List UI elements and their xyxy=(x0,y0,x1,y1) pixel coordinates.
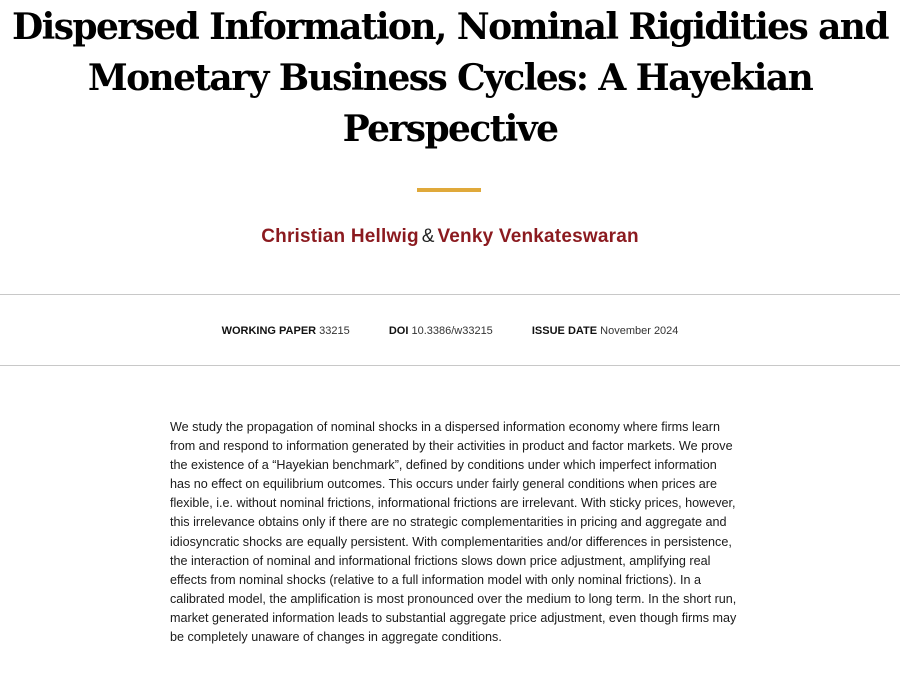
working-paper-value: 33215 xyxy=(319,325,350,337)
abstract-text: We study the propagation of nominal shocks in a dispersed information economy where firms learn from and respond to information generated by their activities in product and factor markets. We prove the existence of a “Hayekian benchmark”, defined by conditions under which imperfect information has no effect on equilibrium outcomes. This occurs under fairly general conditions when prices are flexible, i.e. without nominal frictions, informational frictions are irrelevant. With sticky prices, however, this irrelevance obtains only if there are no strategic complementarities in pricing and aggregate and idiosyncratic shocks are equally persistent. With complementarities and/or differences in persistence, the interaction of nominal and informational frictions slows down price adjustment, amplifying real effects from nominal shocks (relative to a full information model with only nominal frictions). In a calibrated model, the amplification is most pronounced over the medium to long term. In the short run, market generated information leads to substantial aggregate price adjustment, even though firms may be completely unaware of changes in aggregate conditions. xyxy=(170,420,737,645)
metadata-row xyxy=(0,324,900,338)
paper-title: Dispersed Information, Nominal Rigidities and Monetary Business Cycles: A Hayekian Perspective xyxy=(12,6,888,150)
doi xyxy=(389,324,493,338)
title-accent-rule xyxy=(417,188,481,192)
author-link-venky-venkateswaran[interactable]: Venky Venkateswaran xyxy=(437,226,639,247)
doi-label: DOI xyxy=(388,325,409,337)
working-paper-number xyxy=(222,324,350,338)
author-separator: & xyxy=(421,226,435,247)
author-list xyxy=(0,225,900,249)
paper-metadata-band xyxy=(0,294,900,366)
issue-date xyxy=(532,324,679,338)
issue-date-label: ISSUE DATE xyxy=(531,325,598,337)
issue-date-value: November 2024 xyxy=(600,325,679,337)
working-paper-label: WORKING PAPER xyxy=(221,325,317,337)
doi-value: 10.3386/w33215 xyxy=(411,325,493,337)
author-link-christian-hellwig[interactable]: Christian Hellwig xyxy=(261,226,419,247)
